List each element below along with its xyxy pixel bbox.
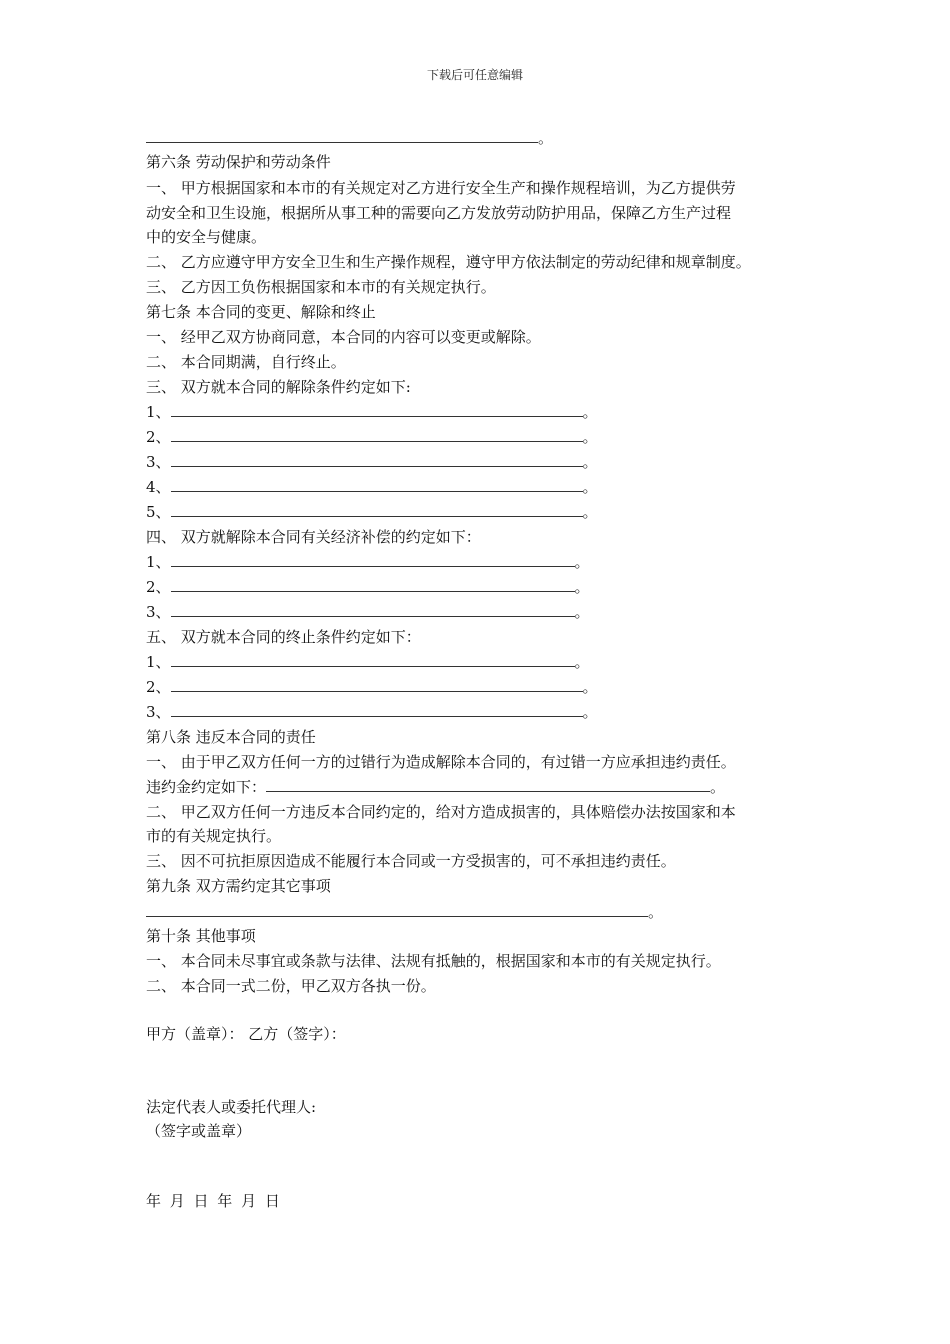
- paragraph: 二、 甲乙双方任何一方违反本合同约定的，给对方造成损害的，具体赔偿办法按国家和本: [146, 803, 736, 821]
- representative-label: 法定代表人或委托代理人:: [146, 1098, 317, 1116]
- article-6-title: 第六条 劳动保护和劳动条件: [146, 153, 331, 171]
- list-item: 2、 。: [146, 678, 598, 696]
- list-item: 3、 。: [146, 453, 598, 471]
- article-10-title: 第十条 其他事项: [146, 927, 256, 945]
- paragraph: 二、 本合同期满，自行终止。: [146, 353, 346, 371]
- signature-parties: 甲方（盖章）： 乙方（签字）：: [146, 1025, 346, 1043]
- list-item: 2、 。: [146, 428, 598, 446]
- article-8-title: 第八条 违反本合同的责任: [146, 728, 316, 746]
- paragraph: 五、 双方就本合同的终止条件约定如下：: [146, 628, 421, 646]
- paragraph: 三、 乙方因工负伤根据国家和本市的有关规定执行。: [146, 278, 496, 296]
- paragraph: 三、 因不可抗拒原因造成不能履行本合同或一方受损害的，可不承担违约责任。: [146, 852, 676, 870]
- blank-line: 。: [146, 902, 663, 922]
- list-item: 4、 。: [146, 478, 598, 496]
- paragraph: 动安全和卫生设施，根据所从事工种的需要向乙方发放劳动防护用品，保障乙方生产过程: [146, 204, 732, 222]
- page-header: 下载后可任意编辑: [426, 68, 523, 82]
- paragraph: 三、 双方就本合同的解除条件约定如下:: [146, 378, 411, 396]
- paragraph: 二、 本合同一式二份，甲乙双方各执一份。: [146, 977, 436, 995]
- paragraph: 一、 经甲乙双方协商同意，本合同的内容可以变更或解除。: [146, 328, 541, 346]
- list-item: 3、 。: [146, 603, 590, 621]
- representative-note: （签字或盖章）: [146, 1122, 252, 1140]
- date-line: 年 月 日 年 月 日: [146, 1192, 282, 1210]
- paragraph: 一、 甲方根据国家和本市的有关规定对乙方进行安全生产和操作规程培训，为乙方提供劳: [146, 179, 736, 197]
- paragraph: 市的有关规定执行。: [146, 827, 282, 845]
- list-item: 1、 。: [146, 653, 590, 671]
- paragraph: 四、 双方就解除本合同有关经济补偿的约定如下：: [146, 528, 481, 546]
- list-item: 2、 。: [146, 578, 590, 596]
- blank-line: 。: [146, 128, 553, 148]
- paragraph: 二、 乙方应遵守甲方安全卫生和生产操作规程，遵守甲方依法制定的劳动纪律和规章制度。: [146, 253, 751, 271]
- article-9-title: 第九条 双方需约定其它事项: [146, 877, 331, 895]
- list-item: 1、 。: [146, 553, 590, 571]
- paragraph: 中的安全与健康。: [146, 228, 267, 246]
- paragraph: 一、 本合同未尽事宜或条款与法律、法规有抵触的，根据国家和本市的有关规定执行。: [146, 952, 721, 970]
- list-item: 1、 。: [146, 403, 598, 421]
- paragraph: 一、 由于甲乙双方任何一方的过错行为造成解除本合同的，有过错一方应承担违约责任。: [146, 753, 736, 771]
- article-7-title: 第七条 本合同的变更、解除和终止: [146, 303, 376, 321]
- penalty-line: 违约金约定如下： 。: [146, 778, 726, 796]
- list-item: 5、 。: [146, 503, 598, 521]
- list-item: 3、 。: [146, 703, 598, 721]
